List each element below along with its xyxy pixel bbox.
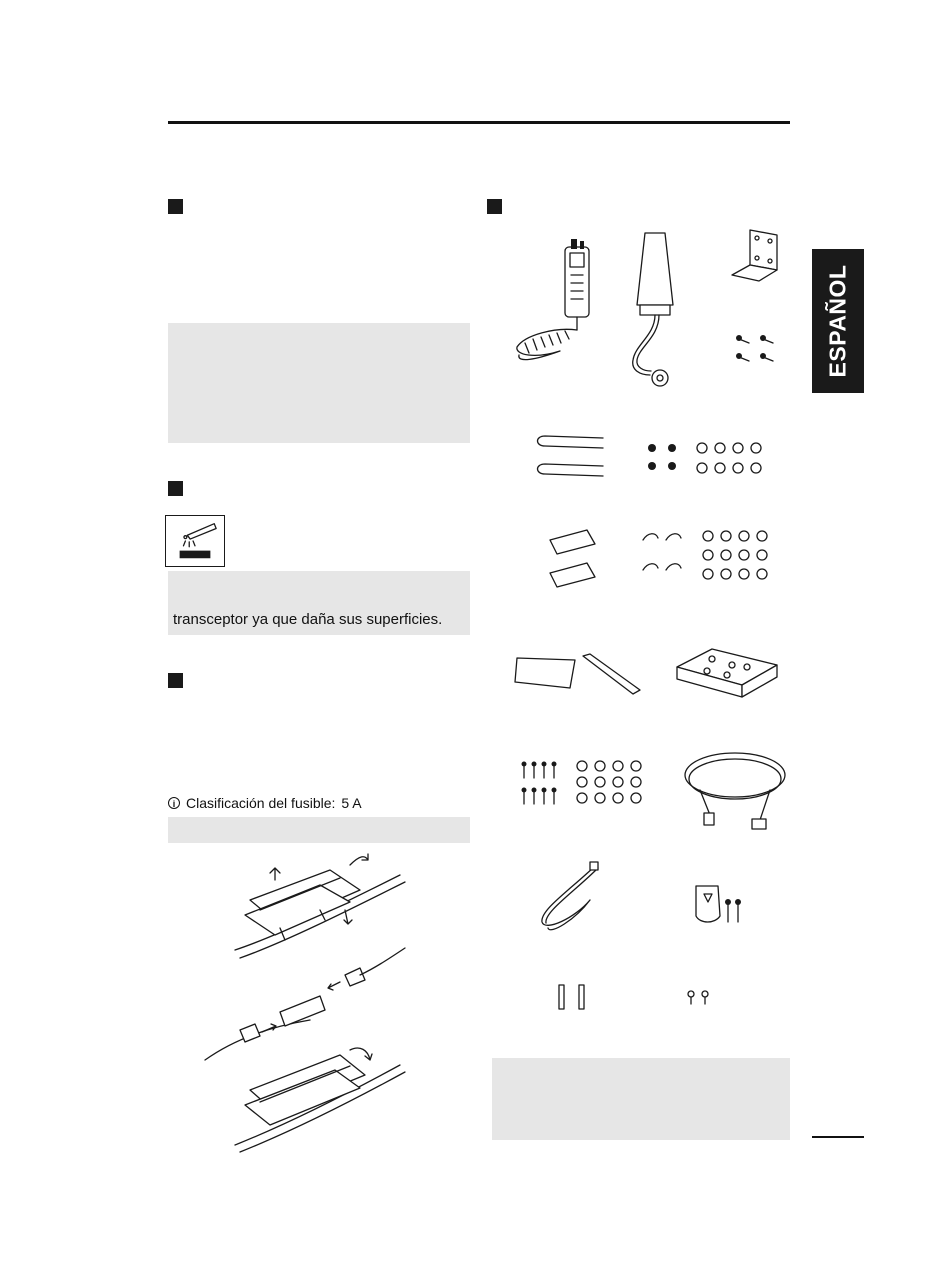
section-marker-2 <box>168 481 183 496</box>
u-bolts-illustration <box>533 432 613 492</box>
microphone-illustration <box>505 235 605 375</box>
language-tab-label: ESPAÑOL <box>824 264 851 378</box>
fuse-rating-line <box>168 795 362 811</box>
screws-illustration <box>735 333 785 373</box>
spare-fuses-illustration <box>555 983 595 1013</box>
mic-hanger-illustration <box>690 880 750 940</box>
adhesive-pads-illustration <box>515 652 645 702</box>
warning-box <box>168 571 470 635</box>
fuse-rating-label: Clasificación del fusible: <box>186 795 336 811</box>
info-icon: i <box>168 797 180 809</box>
screw-kit-illustration <box>520 760 650 810</box>
antenna-illustration <box>615 225 695 385</box>
page-number-rule <box>812 1136 864 1138</box>
terminals-illustration <box>685 988 715 1008</box>
language-tab <box>812 249 864 393</box>
mounting-bracket-illustration <box>722 225 792 295</box>
shaded-note-box-1 <box>168 323 470 443</box>
section-marker-1 <box>168 199 183 214</box>
mounting-plate-illustration <box>667 645 787 715</box>
power-cable-illustration <box>530 860 620 940</box>
cable-coil-illustration <box>680 745 790 835</box>
header-rule <box>168 121 790 124</box>
shaded-note-box-3 <box>492 1058 790 1140</box>
section-marker-4 <box>487 199 502 214</box>
chemical-caution-icon <box>165 515 225 567</box>
fuse-replacement-illustration <box>200 840 420 1160</box>
section-marker-3 <box>168 673 183 688</box>
nuts-washers-illustration <box>642 440 772 480</box>
warning-text: transceptor ya que daña sus superficies. <box>173 611 443 628</box>
clamp-brackets-illustration <box>545 528 605 598</box>
hardware-set-illustration <box>638 528 778 588</box>
fuse-rating-value: 5 A <box>341 795 362 811</box>
